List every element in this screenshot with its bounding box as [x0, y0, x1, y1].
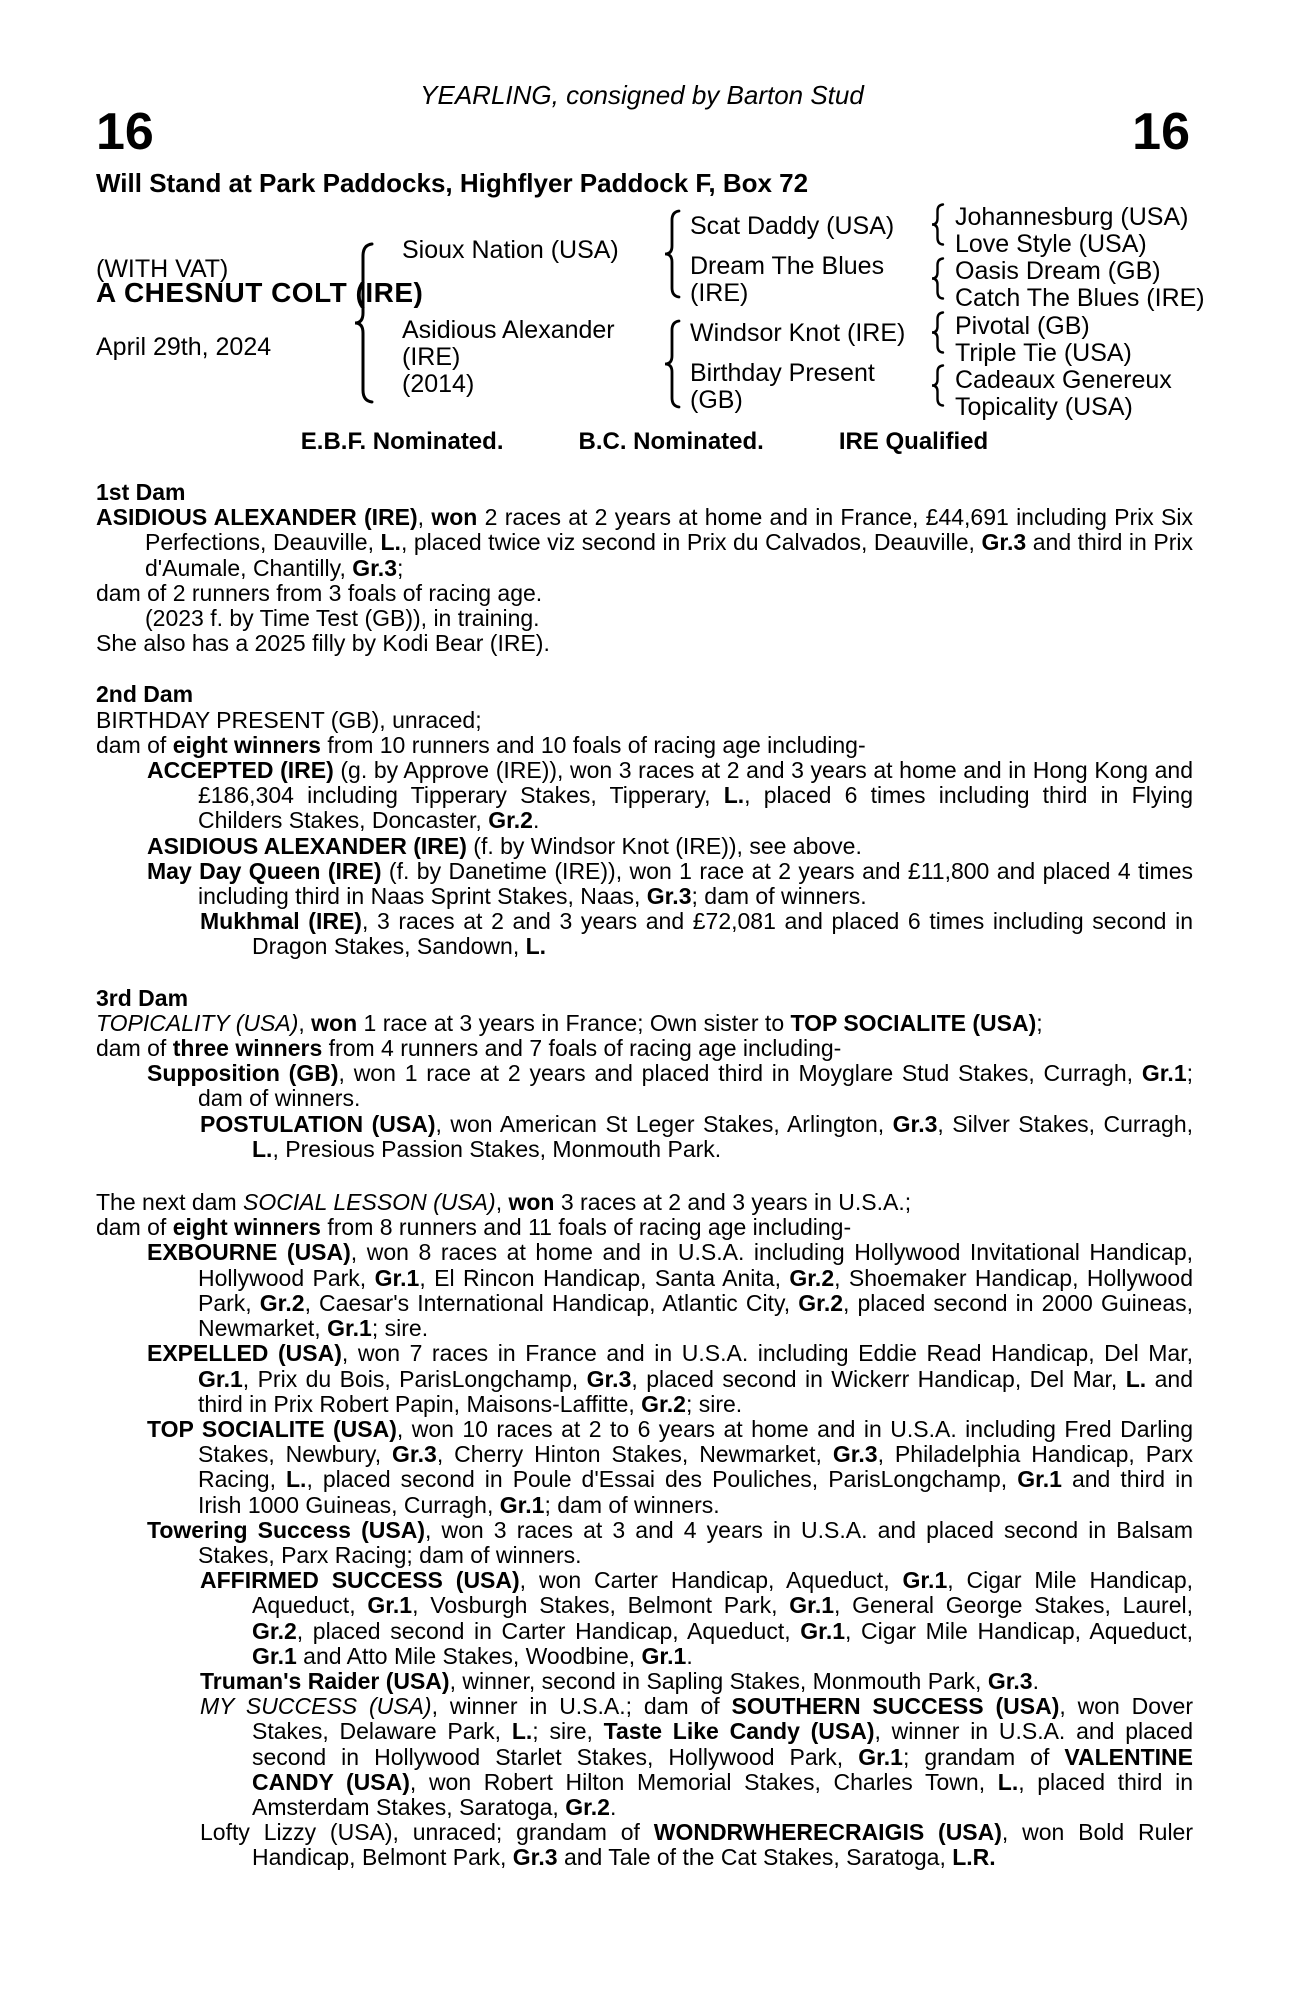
catalogue-paragraph: Mukhmal (IRE), 3 races at 2 and 3 years and £72,081 and placed 6 times including second in Dragon Stakes, Sandown, L.: [200, 908, 1193, 960]
pedigree-text: [96, 480, 1193, 1871]
ire-qualified-label: IRE Qualified: [838, 428, 989, 455]
catalogue-paragraph: TOP SOCIALITE (USA), won 10 races at 2 to 6 years at home and in U.S.A. including Fred Darling Stakes, Newbury, Gr.3, Cherry Hinton Stakes, Newmarket, Gr.3, Philadelphia Handicap, Parx Racing, L., placed second in Poule d'Essai des Pouliches, ParisLongchamp, Gr.1 and third in Irish 1000 Guineas, Curragh, Gr.1; dam of winners.: [147, 1415, 1194, 1518]
catalogue-paragraph: dam of 2 runners from 3 foals of racing age.: [96, 579, 543, 606]
dam-section-heading: 3rd Dam: [96, 984, 189, 1011]
catalogue-paragraph: She also has a 2025 filly by Kodi Bear (IRE).: [96, 630, 550, 657]
dam-suffix: (IRE): [402, 343, 461, 372]
dam-section-heading: 1st Dam: [96, 479, 186, 505]
pedigree-gen2-entry: [690, 253, 884, 307]
pedigree-gen2-entry: [690, 320, 905, 347]
catalogue-paragraph: The next dam SOCIAL LESSON (USA), won 3 races at 2 and 3 years in U.S.A.;: [96, 1189, 912, 1216]
pedigree-brace-gen3-1: [929, 203, 946, 246]
dam-section-heading: 2nd Dam: [96, 681, 194, 708]
catalogue-paragraph: EXPELLED (USA), won 7 races in France and in U.S.A. including Eddie Read Handicap, Del Mar, Gr.1, Prix du Bois, ParisLongchamp, Gr.3, placed second in Wickerr Handicap, Del Mar, L. and third in Prix Robert Papin, Maisons-Laffitte, Gr.2; sire.: [147, 1340, 1194, 1417]
catalogue-paragraph: dam of eight winners from 10 runners and 10 foals of racing age including-: [96, 731, 866, 758]
pedigree-brace-sire: [662, 209, 683, 299]
pedigree-brace-gen3-3: [929, 311, 946, 354]
dam-year: (2014): [402, 370, 475, 399]
foal-date: April 29th, 2024: [96, 333, 272, 361]
catalogue-paragraph: dam of three winners from 4 runners and 7 foals of racing age including-: [96, 1035, 842, 1062]
catalogue-paragraph: EXBOURNE (USA), won 8 races at home and in U.S.A. including Hollywood Invitational Handicap, Hollywood Park, Gr.1, El Rincon Handicap, Santa Anita, Gr.2, Shoemaker Handicap, Hollywood Park, Gr.2, Caesar's International Handicap, Atlantic City, Gr.2, placed second in 2000 Guineas, Newmarket, Gr.1; sire.: [147, 1239, 1194, 1342]
bc-nominated-label: B.C. Nominated.: [578, 428, 764, 455]
pedigree-brace-gen1: [352, 242, 376, 404]
dam-name: [402, 317, 615, 399]
catalogue-paragraph: ACCEPTED (IRE) (g. by Approve (IRE)), won 3 races at 2 and 3 years at home and in Hong Kong and £186,304 including Tipperary Stakes, Tipperary, L., placed 6 times including third in Flying Childers Stakes, Doncaster, Gr.2.: [147, 757, 1194, 834]
pedigree-brace-gen3-4: [929, 364, 946, 407]
stand-location-line: Will Stand at Park Paddocks, Highflyer Paddock F, Box 72: [96, 168, 809, 198]
catalogue-paragraph: May Day Queen (IRE) (f. by Danetime (IRE)), won 1 race at 2 years and £11,800 and placed 4 times including third in Naas Sprint Stakes, Naas, Gr.3; dam of winners.: [147, 857, 1193, 910]
lot-number-left: 16: [96, 103, 154, 161]
catalogue-paragraph: (2023 f. by Time Test (GB)), in training.: [145, 605, 540, 632]
sire-name: Sioux Nation (USA): [402, 236, 619, 264]
catalogue-paragraph: Truman's Raider (USA), winner, second in Sapling Stakes, Monmouth Park, Gr.3.: [200, 1667, 1039, 1694]
pedigree-brace-gen3-2: [929, 257, 946, 300]
gen2-name-suffix: (IRE): [690, 279, 749, 307]
catalogue-paragraph: Supposition (GB), won 1 race at 2 years and placed third in Moyglare Stud Stakes, Curragh, Gr.1; dam of winners.: [147, 1060, 1194, 1112]
catalogue-paragraph: dam of eight winners from 8 runners and 11 foals of racing age including-: [96, 1214, 852, 1241]
pedigree-gen3-name: Pivotal (GB): [955, 311, 1090, 340]
catalogue-paragraph: POSTULATION (USA), won American St Leger Stakes, Arlington, Gr.3, Silver Stakes, Curragh, L., Presious Passion Stakes, Monmouth Park.: [200, 1110, 1193, 1162]
lot-number-right: 16: [1132, 103, 1190, 161]
pedigree-gen3-name: Cadeaux Genereux: [955, 365, 1172, 394]
vat-note: (WITH VAT): [96, 255, 229, 283]
pedigree-gen2-entry: [690, 360, 875, 414]
horse-suffix: (IRE): [355, 277, 424, 308]
catalogue-paragraph: AFFIRMED SUCCESS (USA), won Carter Handicap, Aqueduct, Gr.1, Cigar Mile Handicap, Aqueduct, Gr.1, Vosburgh Stakes, Belmont Park, Gr.1, General George Stakes, Laurel, Gr.2, placed second in Carter Handicap, Aqueduct, Gr.1, Cigar Mile Handicap, Aqueduct, Gr.1 and Atto Mile Stakes, Woodbine, Gr.1.: [200, 1567, 1194, 1669]
gen2-name: Windsor Knot (IRE): [690, 319, 906, 347]
pedigree-gen3-name: Triple Tie (USA): [955, 338, 1132, 367]
catalogue-paragraph: MY SUCCESS (USA), winner in U.S.A.; dam of SOUTHERN SUCCESS (USA), won Dover Stakes, Delaware Park, L.; sire, Taste Like Candy (USA), winner in U.S.A. and placed second in Hollywood Starlet Stakes, Hollywood Park, Gr.1; grandam of VALENTINE CANDY (USA), won Robert Hilton Memorial Stakes, Charles Town, L., placed third in Amsterdam Stakes, Saratoga, Gr.2.: [200, 1693, 1194, 1820]
pedigree-gen3-name: Topicality (USA): [955, 393, 1133, 422]
pedigree-gen3-name: Love Style (USA): [955, 230, 1147, 259]
pedigree-gen2-entry: [690, 213, 894, 240]
horse-name-line: A CHESNUT COLT: [96, 277, 348, 308]
catalogue-paragraph: Lofty Lizzy (USA), unraced; grandam of WONDRWHERECRAIGIS (USA), won Bold Ruler Handicap, Belmont Park, Gr.3 and Tale of the Cat Stakes, Saratoga, L.R.: [200, 1819, 1194, 1871]
pedigree-brace-dam: [662, 319, 683, 409]
gen2-name: Scat Daddy (USA): [690, 212, 895, 240]
gen2-name: Dream The Blues: [690, 252, 885, 280]
catalogue-paragraph: BIRTHDAY PRESENT (GB), unraced;: [96, 706, 482, 733]
catalogue-paragraph: TOPICALITY (USA), won 1 race at 3 years in France; Own sister to TOP SOCIALITE (USA);: [96, 1009, 1043, 1036]
pedigree-gen3-name: Catch The Blues (IRE): [955, 284, 1205, 313]
catalogue-paragraph: Towering Success (USA), won 3 races at 3 and 4 years in U.S.A. and placed second in Balsam Stakes, Parx Racing; dam of winners.: [147, 1516, 1193, 1568]
catalogue-paragraph: ASIDIOUS ALEXANDER (IRE) (f. by Windsor Knot (IRE)), see above.: [147, 832, 862, 859]
nominations-line: [96, 428, 1193, 456]
gen2-name-suffix: (GB): [690, 386, 743, 414]
catalogue-paragraph: ASIDIOUS ALEXANDER (IRE), won 2 races at 2 years at home and in France, £44,691 including Prix Six Perfections, Deauville, L., placed twice viz second in Prix du Calvados, Deauville, Gr.3 and third in Prix d'Aumale, Chantilly, Gr.3;: [96, 504, 1193, 581]
gen2-name: Birthday Present: [690, 359, 875, 387]
ebf-nominated-label: E.B.F. Nominated.: [300, 428, 504, 455]
pedigree-gen3-name: Johannesburg (USA): [955, 203, 1189, 231]
pedigree-gen3-column: [955, 204, 1205, 421]
page-title: YEARLING, consigned by Barton Stud: [420, 80, 864, 110]
pedigree-gen3-name: Oasis Dream (GB): [955, 257, 1161, 286]
dam-name-line: Asidious Alexander: [402, 316, 615, 344]
